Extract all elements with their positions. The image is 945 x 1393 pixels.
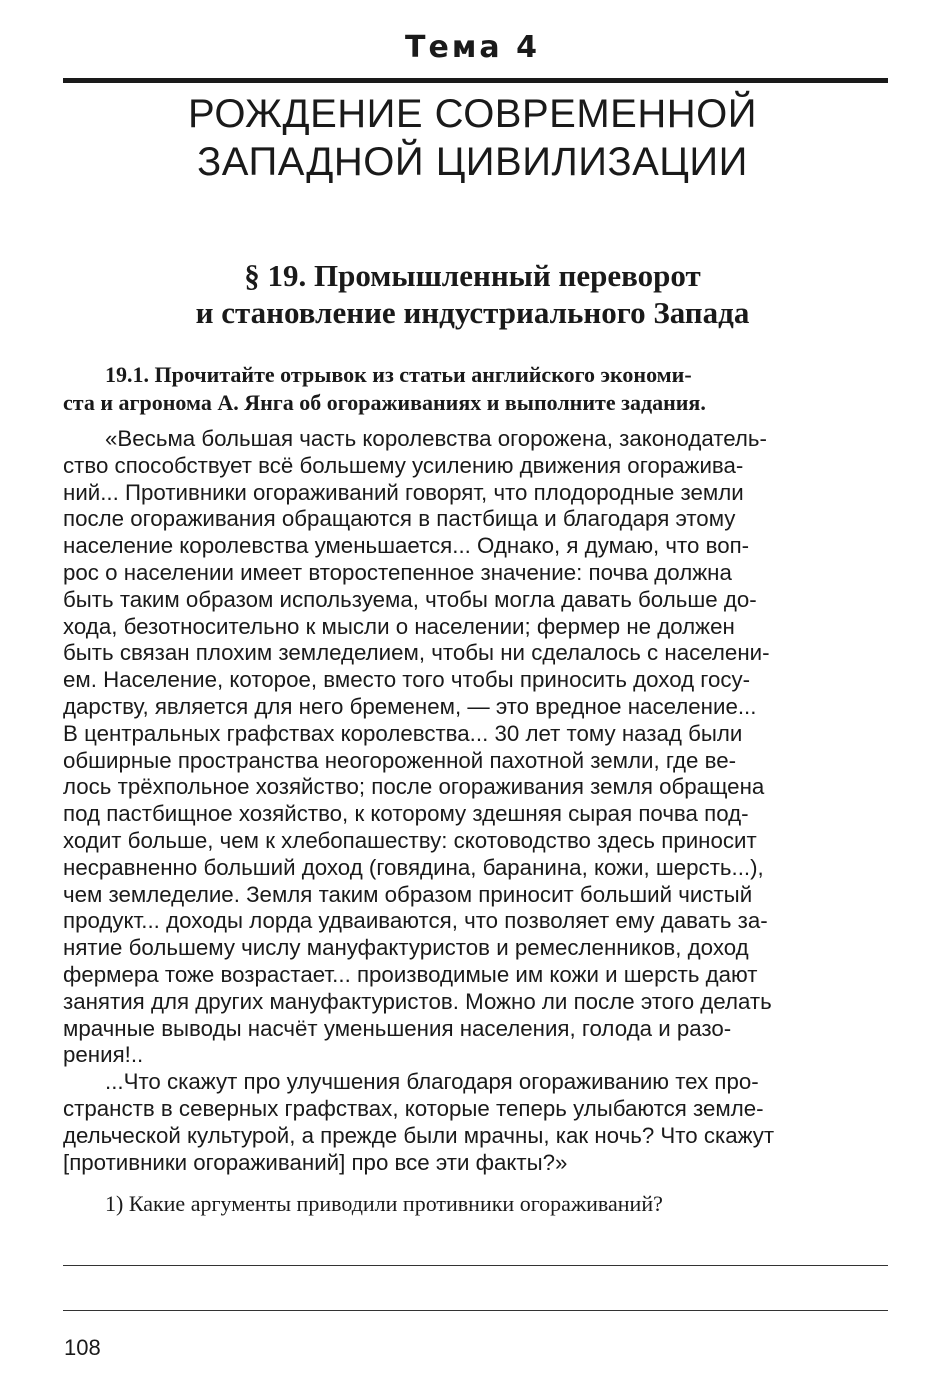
quote-line: дарству, является для него бременем, — это вредное население... <box>63 693 757 719</box>
chapter-title <box>0 90 945 186</box>
quote-line: после огораживания обращаются в пастбища и благодаря этому <box>63 506 736 532</box>
question-1: 1) Какие аргументы приводили противники огораживаний? <box>105 1191 663 1216</box>
chapter-title-line: ЗАПАДНОЙ ЦИВИЛИЗАЦИИ <box>197 140 748 184</box>
task-line: ста и агронома А. Янга об огораживаниях и выполните задания. <box>63 390 706 415</box>
quote-line: быть таким образом используема, чтобы могла давать больше до- <box>63 586 757 612</box>
quote-line: быть связан плохим земледелием, чтобы ни сделалось с населени- <box>63 640 770 666</box>
quote-line: под пастбищное хозяйство, к которому здешняя сырая почва под- <box>63 801 749 827</box>
quote-line: В центральных графствах королевства... 30 лет тому назад были <box>63 720 743 746</box>
quote-line: фермера тоже возрастает... производимые им кожи и шерсть дают <box>63 961 758 987</box>
quote-line: [противники огораживаний] про все эти факты?» <box>63 1149 568 1175</box>
quote-line: ходит больше, чем к хлебопашеству: скотоводство здесь приносит <box>63 827 757 853</box>
quote-line: ний... Противники огораживаний говорят, что плодородные земли <box>63 479 744 505</box>
quote-line: продукт... доходы лорда удваиваются, что позволяет ему давать за- <box>63 908 768 934</box>
quote-line: дельческой культурой, а прежде были мрачны, как ночь? Что скажут <box>63 1122 775 1148</box>
quote-line: «Весьма большая часть королевства огорожена, законодатель- <box>105 426 767 451</box>
quote-line: ем. Население, которое, вместо того чтобы приносить доход госу- <box>63 667 751 693</box>
quote-line: хода, безотносительно к мысли о населении; фермер не должен <box>63 613 735 639</box>
answer-line <box>63 1310 888 1311</box>
quote-line: рения!.. <box>63 1042 144 1068</box>
section-title <box>0 257 945 331</box>
answer-line <box>63 1265 888 1266</box>
quote-line: несравненно больший доход (говядина, баранина, кожи, шерсть...), <box>63 854 764 880</box>
quote-line: обширные пространства неогороженной пахотной земли, где ве- <box>63 747 737 773</box>
page-number: 108 <box>64 1335 101 1360</box>
quote-line: население королевства уменьшается... Однако, я думаю, что воп- <box>63 533 750 559</box>
quote-line: ство способствует всё большему усилению движения огоражива- <box>63 452 744 478</box>
quote-line: нятие большему числу мануфактуристов и ремесленников, доход <box>63 935 749 961</box>
quote-line: странств в северных графствах, которые теперь улыбаются земле- <box>63 1095 764 1121</box>
section-title-line: § 19. Промышленный переворот <box>244 258 701 293</box>
theme-label: Тема 4 <box>405 30 540 65</box>
quote-line: ...Что скажут про улучшения благодаря огораживанию тех про- <box>105 1069 759 1095</box>
task-line: 19.1. Прочитайте отрывок из статьи английского экономи- <box>105 362 692 387</box>
task-heading <box>63 361 888 417</box>
quote-line: занятия для других мануфактуристов. Можно ли после этого делать <box>63 988 772 1014</box>
header-rule <box>63 78 888 83</box>
chapter-title-line: РОЖДЕНИЕ СОВРЕМЕННОЙ <box>188 92 757 136</box>
quote-line: рос о населении имеет второстепенное значение: почва должна <box>63 559 732 585</box>
quote-line: лось трёхпольное хозяйство; после огораживания земля обращена <box>63 774 765 800</box>
quote-text <box>63 426 888 1176</box>
section-title-line: и становление индустриального Запада <box>195 295 750 330</box>
quote-line: мрачные выводы насчёт уменьшения населения, голода и разо- <box>63 1015 732 1041</box>
quote-line: чем земледелие. Земля таким образом приносит больший чистый <box>63 881 753 907</box>
